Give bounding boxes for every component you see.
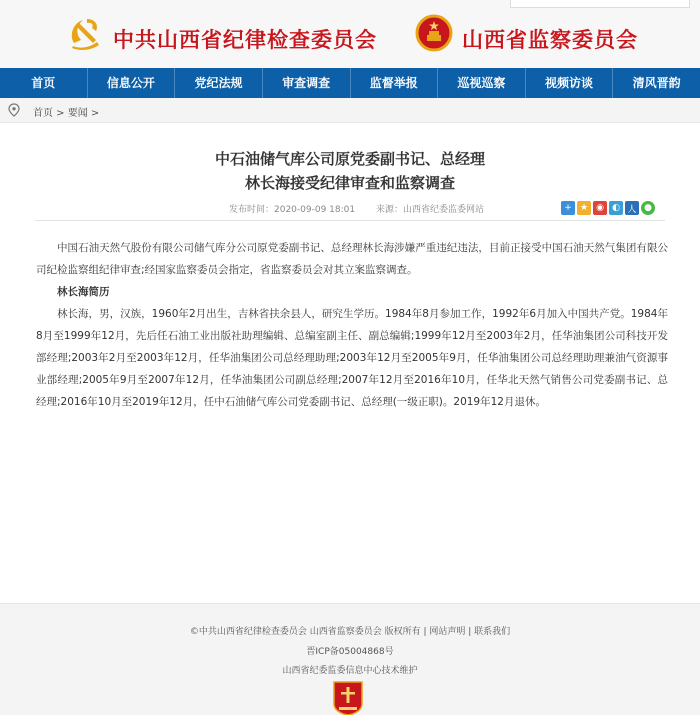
breadcrumb-home-link[interactable]: 首页 (33, 108, 53, 119)
footer-copyright[interactable]: ©中共山西省纪律检查委员会 山西省监察委员会 版权所有 | 网站声明 | 联系我们 (189, 627, 511, 637)
nav-item-culture[interactable]: 清风晋韵 (632, 76, 681, 90)
nav-item-inspection[interactable]: 巡视巡察 (438, 68, 526, 98)
bio-heading: 林长海简历 (57, 286, 110, 298)
wechat-icon[interactable]: ● (641, 201, 655, 215)
share-bar (561, 201, 655, 215)
breadcrumb (0, 98, 700, 123)
nav-item-regulations[interactable]: 党纪法规 (175, 68, 263, 98)
main-nav (0, 68, 700, 98)
article-paragraph-bio: 林长海，男，汉族，1960年2月出生，吉林省扶余县人，研究生学历。1984年8月参加工作，1992年6月加入中国共产党。1984年8月至1999年12月，先后任石油工业出版社助理编辑、总编室副主任、副总编辑;1999年12月至2003年2月，任华油集团公司科技开发部经理;2003年2月至2003年12月，任华油集团公司总经理助理;2003年12月至2005年9月，任华油集团公司总经理助理兼油气资源事业部经理;2005年9月至2007年12月，任华油集团公司副总经理;2007年12月至2016年10月，任华北天然气销售公司党委副书记、总经理;2016年10月至2019年12月，任中石油储气库公司党委副书记、总经理(一级正职)。2019年12月退休。 (36, 308, 668, 408)
location-pin-icon (7, 103, 21, 117)
breadcrumb-separator: > (53, 108, 68, 119)
party-emblem-icon (65, 13, 105, 53)
government-site-badge-icon[interactable] (331, 680, 365, 715)
title-divider (35, 220, 665, 221)
qzone-icon[interactable]: ★ (577, 201, 591, 215)
nav-item-report[interactable]: 监督举报 (351, 68, 439, 98)
search-box[interactable] (510, 0, 690, 8)
article-paragraph: 中国石油天然气股份有限公司储气库分公司原党委副书记、总经理林长海涉嫌严重违纪违法，目前正接受中国石油天然气集团有限公司纪检监察组纪律审查;经国家监察委员会指定，省监察委员会对其立案监察调查。 (36, 242, 668, 276)
article-title-line-2: 林长海接受纪律审查和监察调查 (244, 174, 455, 192)
footer-maintainer: 山西省纪委监委信息中心技术维护 (282, 666, 418, 676)
publish-time: 发布时间：2020-09-09 18:01 (229, 205, 356, 215)
footer-icp[interactable]: 晋ICP备05004868号 (306, 647, 394, 657)
weibo-icon[interactable]: ◉ (593, 201, 607, 215)
site-footer (0, 603, 700, 715)
nav-item-investigation[interactable]: 审查调查 (263, 68, 351, 98)
article-source: 来源：山西省纪委监委网站 (375, 205, 484, 215)
national-emblem-icon (414, 13, 454, 53)
nav-item-video[interactable]: 视频访谈 (526, 68, 614, 98)
tencent-weibo-icon[interactable]: ◐ (609, 201, 623, 215)
breadcrumb-news-link[interactable]: 要闻 (67, 108, 88, 119)
site-title-commission[interactable]: 中共山西省纪律检查委员会 (113, 27, 377, 52)
breadcrumb-trailing-separator: > (87, 108, 100, 119)
article-body (36, 237, 668, 413)
renren-icon[interactable]: 人 (625, 201, 639, 215)
nav-item-info-disclosure[interactable]: 信息公开 (88, 68, 176, 98)
article-meta (229, 202, 502, 215)
site-header (0, 0, 700, 68)
nav-item-home[interactable]: 首页 (0, 68, 88, 98)
site-title-supervision[interactable]: 山西省监察委员会 (462, 27, 638, 52)
article-title-line-1: 中石油储气库公司原党委副书记、总经理 (214, 150, 485, 168)
plus-share-icon[interactable]: + (561, 201, 575, 215)
